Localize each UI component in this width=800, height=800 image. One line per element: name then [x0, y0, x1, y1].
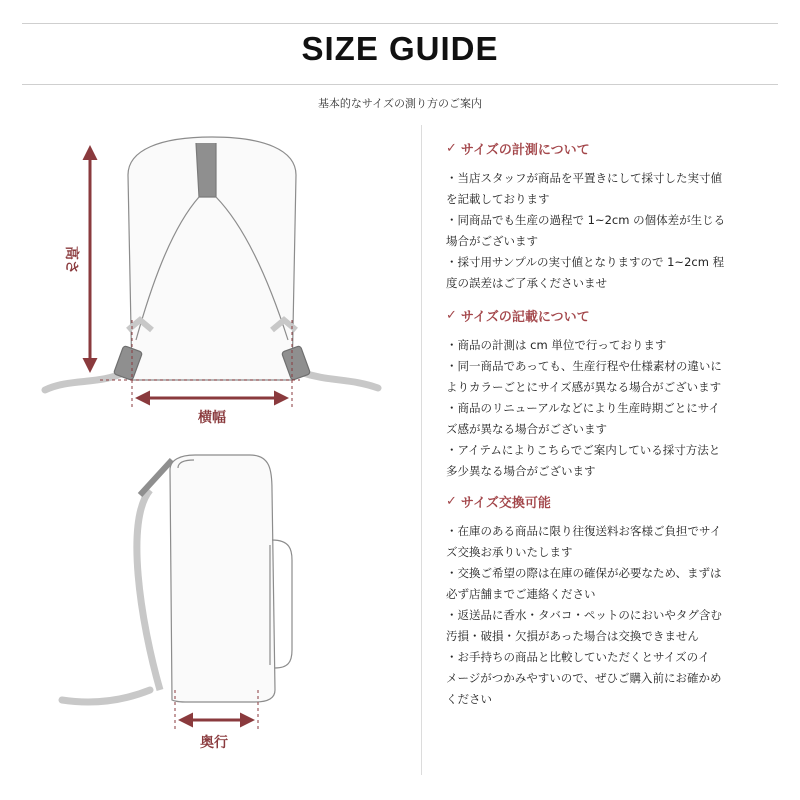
page-title: SIZE GUIDE: [301, 30, 499, 67]
list-item: ・返送品に香水・タバコ・ペットのにおいやタグ含む 汚損・破損・欠損があった場合は交換できません: [446, 608, 722, 643]
list-item: ・お手持ちの商品と比較していただくとサイズのイ メージがつかみやすいので、ぜひご購入前にお確かめ ください: [446, 650, 722, 706]
list-item: ・在庫のある商品に限り往復送料お客様ご負担でサイ ズ交換お承りいたします: [446, 524, 722, 559]
section-title: ✓ サイズの記載について: [446, 308, 590, 325]
list-item: ・交換ご希望の際は在庫の確保が必要なため、まずは 必ず店舗までご連絡ください: [446, 566, 722, 601]
check-icon: ✓: [446, 141, 457, 156]
list-item: ・同一商品であっても、生産行程や仕様素材の違いに よりカラーごとにサイズ感が異なる場合がございます: [446, 359, 722, 394]
backpack-front-illustration: [45, 137, 378, 390]
list-item: ・アイテムによりこちらでご案内している採寸方法と 多少異なる場合がございます: [446, 443, 721, 478]
list-item: ・採寸用サンプルの実寸値となりますので 1~2cm 程 度の誤差はご了承くださいませ: [446, 255, 725, 290]
list-item: ・当店スタッフが商品を平置きにして採寸した実寸値 を記載しております: [446, 171, 722, 206]
backpack-side-illustration: [62, 455, 292, 702]
height-label: 高さ: [63, 246, 79, 274]
section-title: ✓ サイズの計測について: [446, 141, 590, 158]
check-icon: ✓: [446, 308, 457, 323]
width-label: 横幅: [198, 410, 226, 426]
list-item: ・同商品でも生産の過程で 1~2cm の個体差が生じる 場合がございます: [446, 213, 726, 248]
section-exchange: [446, 492, 776, 710]
backpack-diagram: [0, 120, 420, 780]
section-title: ✓ サイズ交換可能: [446, 494, 551, 511]
section-measurement: [446, 139, 776, 294]
section-listing: [446, 306, 776, 482]
list-item: ・商品の計測は cm 単位で行っております: [446, 338, 667, 352]
page-subtitle: 基本的なサイズの測り方のご案内: [317, 97, 483, 110]
top-rule: [22, 23, 778, 24]
title-underline: [22, 84, 778, 85]
list-item: ・商品のリニューアルなどにより生産時期ごとにサイ ズ感が異なる場合がございます: [446, 401, 720, 436]
depth-label: 奥行: [200, 735, 228, 751]
check-icon: ✓: [446, 494, 457, 509]
column-divider: [421, 125, 422, 775]
